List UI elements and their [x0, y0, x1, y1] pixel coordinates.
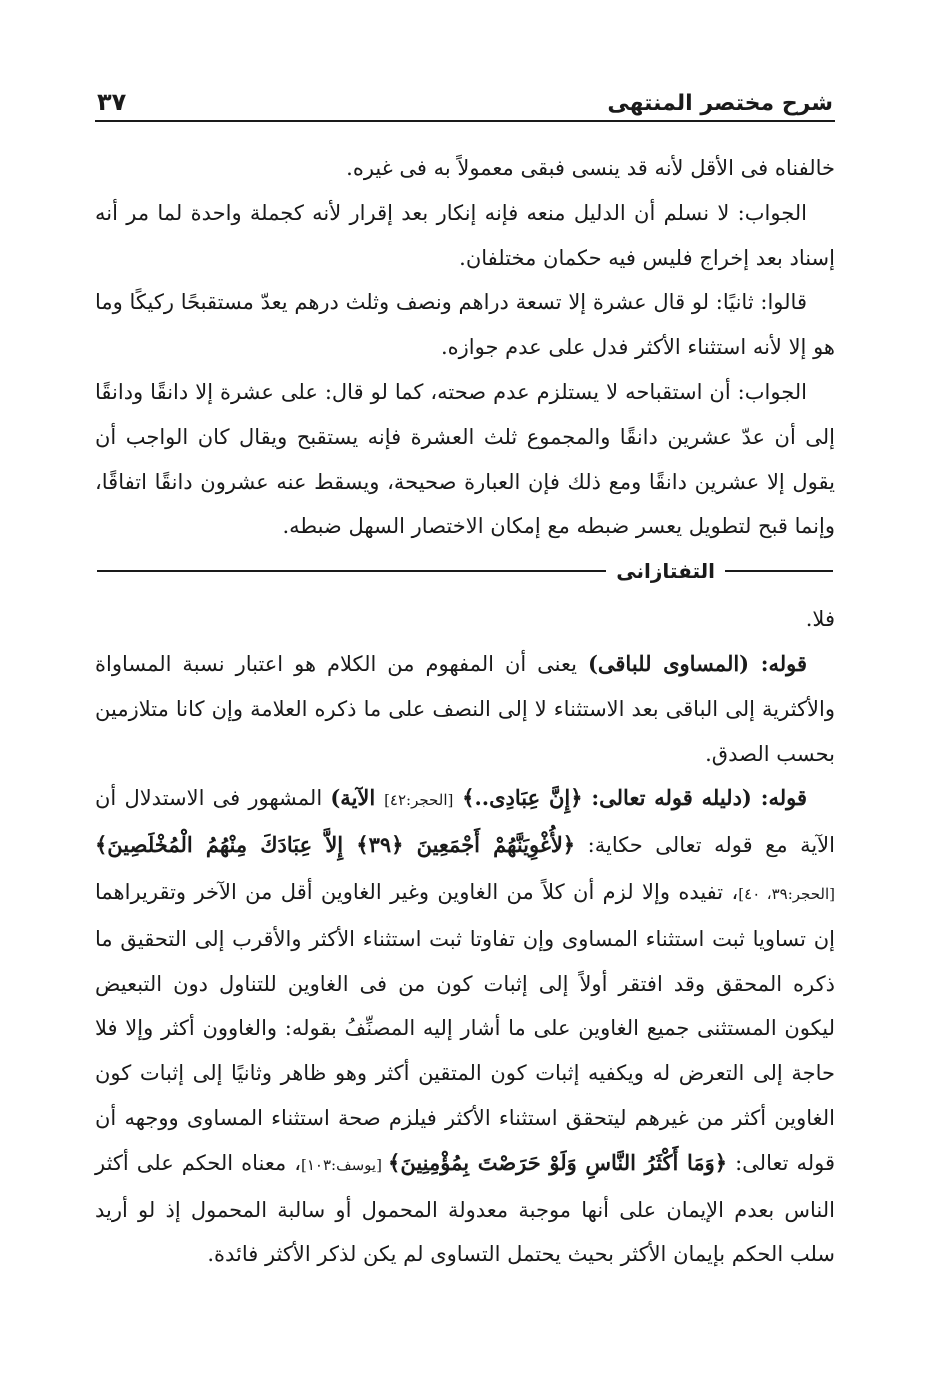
paragraph: قالوا: ثانيًا: لو قال عشرة إلا تسعة دراهم ونصف وثلث درهم يعدّ مستقبحًا ركيكًا وما هو إلا لأنه استثناء الأكثر فدل على عدم جوازه.	[95, 290, 835, 360]
running-header	[95, 78, 835, 122]
book-page	[95, 78, 835, 1277]
paragraph-text: يعنى أن المفهوم من الكلام هو اعتبار نسبة المساواة والأكثرية إلى الباقى بعد الاستثناء لا إلى النصف على ما ذكره العلامة وإن كانا متلازمين بحسب الصدق.	[95, 651, 835, 766]
lemma-keyword: قوله: (دليله قوله تعالى:	[591, 785, 807, 811]
paragraph-text: المشهور فى الاستدلال أن الآية مع قوله تعالى حكاية:	[95, 786, 835, 858]
paragraph-text: ، تفيده وإلا لزم أن كلاً من الغاوين وغير الغاوين أقل من الآخر وتقريراهما إن تساويا ثبت استثناء المساوى وإن تفاوتا ثبت استثناء الأكثر والأقرب إلى التحقيق ما ذكره المحقق وقد افتقر أولاً إلى إثبات كون من فى الغاوين للتناول دون التبعيض ليكون المستثنى جميع الغاوين على ما أشار إليه المصنِّفُ بقوله: والغاوون أكثر وإلا فلا حاجة إلى التعرض له ويكفيه إثبات كون المتقين أكثر وهو ظاهر وثانيًا إلى إثبات كون الغاوين أكثر من غيرهم ليتحقق استثناء الأكثر فيلزم صحة استثناء المساوى ووجهه أن قوله تعالى:	[95, 879, 835, 1175]
paragraph	[95, 642, 835, 776]
lemma-keyword: قوله: (المساوى للباقى)	[587, 650, 807, 676]
divider-rule	[725, 570, 833, 572]
lemma-keyword: الآية)	[330, 785, 385, 811]
section-label: التفتازانى	[616, 559, 715, 584]
quran-quote: ﴿لأُغْوِيَنَّهُمْ أَجْمَعِينَ ﴿٣٩﴾ إِلاَّ عِبَادَكَ مِنْهُمُ الْمُخْلَصِينَ﴾	[95, 832, 576, 858]
paragraph-text: ، معناه الحكم على أكثر الناس بعدم الإيمان على أنها موجبة معدولة المحمول أو سالبة المحمول إذ لو أريد سلب الحكم بإيمان الأكثر بحيث يحتمل التساوى لم يكن لذكر الأكثر فائدة.	[95, 1150, 835, 1267]
paragraph: فلا.	[805, 607, 835, 632]
page-number: ٣٧	[97, 88, 127, 116]
quran-quote: ﴿وَمَا أَكْثَرُ النَّاسِ وَلَوْ حَرَصْتَ بِمُؤْمِنِينَ﴾	[388, 1149, 728, 1175]
book-title: شرح مختصر المنتهى	[607, 91, 833, 116]
divider-rule	[97, 570, 606, 572]
paragraph: خالفناه فى الأقل لأنه قد ينسى فبقى معمولاً به فى غيره.	[346, 156, 835, 180]
verse-reference: [الحجر:٣٩، ٤٠]	[738, 884, 836, 903]
commentary-text	[95, 597, 835, 1277]
paragraph: الجواب: أن استقباحه لا يستلزم عدم صحته، كما لو قال: على عشرة إلا دانقًا ودانقًا إلى أن عدّ عشرين دانقًا والمجموع ثلث العشرة فإنه يستقبح ويقال كان الواجب أن يقول إلا عشرين دانقًا ومع ذلك فإن العبارة صحيحة، ويسقط عنه عشرون دانقًا اتفاقًا، وإنما قبح لتطويل يعسر ضبطه مع إمكان الاختصار السهل ضبطه.	[95, 379, 835, 539]
section-divider	[95, 551, 835, 591]
paragraph: الجواب: لا نسلم أن الدليل منعه فإنه إنكار بعد إقرار لأنه كجملة واحدة لما مر أنه إسناد بعد إخراج فليس فيه حكمان مختلفان.	[95, 200, 835, 270]
quran-quote: ﴿إِنَّ عِبَادِى..﴾	[453, 785, 592, 811]
verse-reference: [يوسف:١٠٣]	[300, 1155, 389, 1174]
verse-reference: [الحجر:٤٢]	[384, 791, 454, 810]
paragraph	[95, 776, 835, 1277]
main-text	[95, 146, 835, 549]
